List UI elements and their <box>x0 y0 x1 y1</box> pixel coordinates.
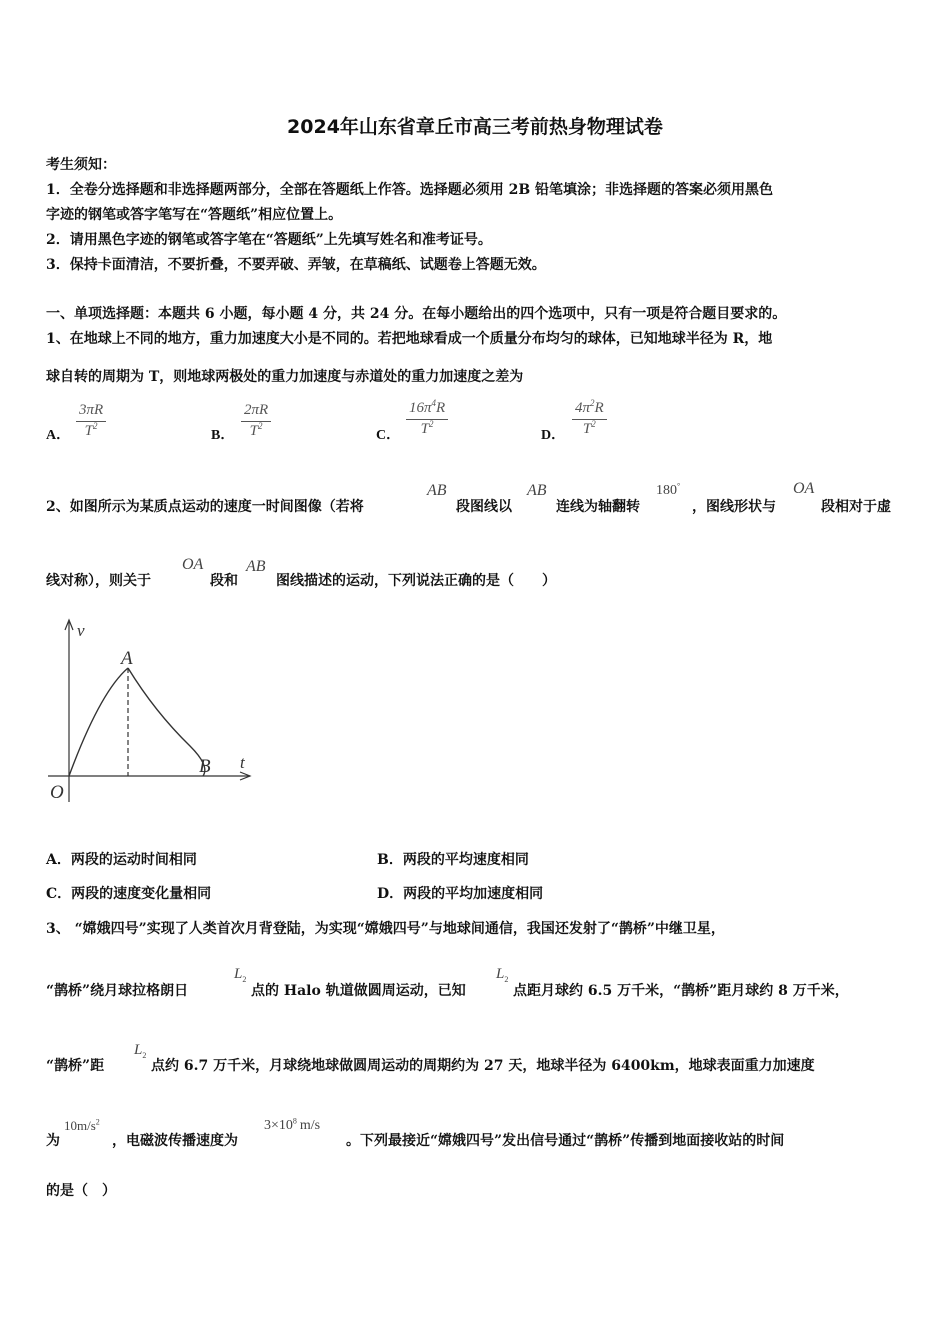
q1-option-b-label: B． <box>211 428 235 443</box>
q2-option-a: A．两段的运动时间相同 <box>46 852 197 868</box>
q1-stem: 1、在地球上不同的地方，重力加速度大小是不同的。若把地球看成一个质量分布均匀的球体，已知地球半径为 R，地 <box>46 331 773 347</box>
q1-option-d-label: D． <box>541 428 566 443</box>
q2-stem: 段图线以 <box>456 499 512 515</box>
q3-stem: 为 <box>46 1133 60 1149</box>
q3-stem: 。下列最接近“嫦娥四号”发出信号通过“鹊桥”传播到地面接收站的时间 <box>346 1133 785 1149</box>
notice-line: 3．保持卡面清洁，不要折叠，不要弄破、弄皱，在草稿纸、试题卷上答题无效。 <box>46 257 546 273</box>
q2-stem: 连线为轴翻转 <box>556 499 640 515</box>
notice-line: 1．全卷分选择题和非选择题两部分，全部在答题纸上作答。选择题必须用 2B 铅笔填涂；非选择题的答案必须用黑色 <box>46 182 774 198</box>
q2-stem: ，图线形状与 <box>692 499 776 515</box>
point-label-a: A <box>121 648 133 669</box>
origin-label: O <box>50 782 64 803</box>
q2-stem: 图线描述的运动，下列说法正确的是（ ） <box>276 573 556 589</box>
math-oa: OA <box>182 556 204 573</box>
q3-stem: “鹊桥”距 <box>46 1058 105 1074</box>
math-ab: AB <box>427 482 447 499</box>
q1-option-c-formula: $\frac{16\pi^4R}{T^2}$ <box>406 400 448 438</box>
section-heading: 一、单项选择题：本题共 6 小题，每小题 4 分，共 24 分。在每小题给出的四个选项中，只有一项是符合题目要求的。 <box>46 306 787 322</box>
q2-option-d: D．两段的平均加速度相同 <box>377 886 544 902</box>
q2-option-b: B．两段的平均速度相同 <box>377 852 529 868</box>
q3-stem: 点的 Halo 轨道做圆周运动，已知 <box>251 983 466 999</box>
q2-stem: 段相对于虚 <box>821 499 891 515</box>
q1-option-b-formula: $\frac{2\pi R}{T^2}$ <box>241 402 271 440</box>
math-l2: $L_2$ <box>496 966 509 984</box>
q3-stem: 的是（ ） <box>46 1183 116 1199</box>
math-l2: $L_2$ <box>134 1042 147 1060</box>
notice-heading: 考生须知： <box>46 157 116 173</box>
q3-stem: “鹊桥”绕月球拉格朗日 <box>46 983 189 999</box>
q2-stem: 段和 <box>210 573 238 589</box>
math-ab: AB <box>527 482 547 499</box>
q1-option-a-formula: $\frac{3\pi R}{T^2}$ <box>76 402 106 440</box>
point-label-b: B <box>199 756 211 777</box>
notice-line: 2．请用黑色字迹的钢笔或答字笔在“答题纸”上先填写姓名和准考证号。 <box>46 232 492 248</box>
q1-option-a-label: A． <box>46 428 71 443</box>
q2-stem: 2、如图所示为某质点运动的速度一时间图像（若将 <box>46 499 364 515</box>
math-gravity: $10m/s^2$ <box>64 1117 100 1133</box>
notice-line: 字迹的钢笔或答字笔写在“答题纸”相应位置上。 <box>46 207 343 223</box>
q3-stem: ，电磁波传播速度为 <box>112 1133 238 1149</box>
axis-label-t: t <box>240 753 245 772</box>
page-title: 2024年山东省章丘市高三考前热身物理试卷 <box>287 116 663 138</box>
q2-option-c: C．两段的速度变化量相同 <box>46 886 212 902</box>
math-180: 180° <box>656 481 681 498</box>
q1-option-d-formula: $\frac{4\pi^2R}{T^2}$ <box>572 400 607 438</box>
q1-option-c-label: C． <box>376 428 401 443</box>
q3-stem: 点约 6.7 万千米，月球绕地球做圆周运动的周期约为 27 天，地球半径为 6400km，地球表面重力加速度 <box>151 1058 815 1074</box>
axis-label-v: v <box>77 621 85 640</box>
math-oa: OA <box>793 480 815 497</box>
q2-stem: 线对称），则关于 <box>46 573 151 589</box>
math-ab: AB <box>246 558 266 575</box>
q3-stem: 点距月球约 6.5 万千米，“鹊桥”距月球约 8 万千米， <box>513 983 849 999</box>
velocity-time-graph <box>40 612 270 812</box>
q3-stem: 3、 “嫦娥四号”实现了人类首次月背登陆，为实现“嫦娥四号”与地球间通信，我国还发射了“鹊桥”中继卫星， <box>46 921 725 937</box>
math-light-speed: $3\times 10^8$ m/s <box>264 1116 321 1133</box>
q1-stem: 球自转的周期为 T，则地球两极处的重力加速度与赤道处的重力加速度之差为 <box>46 369 524 385</box>
math-l2: $L_2$ <box>234 966 247 984</box>
